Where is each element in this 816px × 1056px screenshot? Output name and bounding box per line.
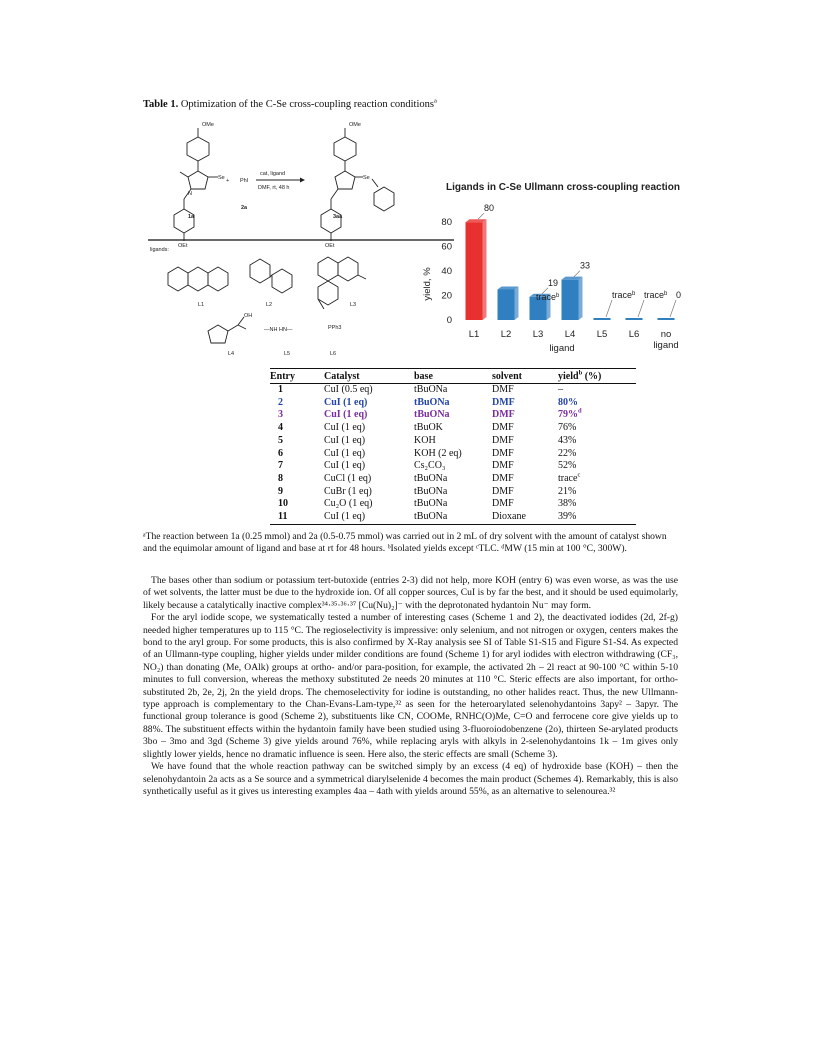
table-cell: DMF xyxy=(492,396,515,408)
table-cell: 52% xyxy=(558,460,577,472)
table-row xyxy=(270,448,636,461)
table-cell: Dioxane xyxy=(492,511,558,524)
svg-text:—NH HN—: —NH HN— xyxy=(264,327,293,333)
table-cell: 8 xyxy=(278,472,283,484)
table-cell: Cu₂O (1 eq) xyxy=(324,498,373,510)
x-tick-label: L5 xyxy=(596,329,608,340)
table-cell: – xyxy=(558,384,563,395)
header-entry: Entry xyxy=(270,369,324,384)
x-tick-label: L4 xyxy=(564,329,576,340)
table-cell: 5 xyxy=(278,434,283,446)
table-cell: tBuONa xyxy=(414,472,448,484)
table-row xyxy=(270,473,636,486)
table-cell: CuI (1 eq) xyxy=(324,460,366,472)
table-cell: tBuONa xyxy=(414,498,448,510)
svg-text:L6: L6 xyxy=(330,351,337,357)
svg-text:ligands:: ligands: xyxy=(150,247,169,253)
svg-text:OEt: OEt xyxy=(325,243,335,249)
y-tick-label: 80 xyxy=(441,217,452,229)
ligand-l2-structure xyxy=(250,259,292,293)
data-label-sup: b xyxy=(632,291,636,297)
table-cell: 10 xyxy=(278,498,288,510)
bar-side xyxy=(483,219,487,320)
svg-text:3aa: 3aa xyxy=(333,214,343,220)
body-text xyxy=(143,575,678,798)
bar xyxy=(658,318,675,320)
svg-text:2a: 2a xyxy=(241,205,248,211)
table-cell: DMF xyxy=(492,409,515,421)
svg-text:PPh3: PPh3 xyxy=(328,325,342,331)
table-cell: 22% xyxy=(558,447,577,459)
table-cell: 39% xyxy=(558,511,636,524)
y-tick-label: 0 xyxy=(446,315,452,326)
table-cell: 2 xyxy=(278,396,283,408)
data-label-leader xyxy=(478,213,484,219)
data-label: 33 xyxy=(580,260,591,271)
table-cell: tBuONa xyxy=(414,485,448,497)
chart-title: Ligands in C-Se Ullmann cross-coupling reaction xyxy=(446,182,680,193)
header-yield: yield$^b$ (%) xyxy=(558,369,636,384)
svg-text:L5: L5 xyxy=(284,351,291,357)
table-title: Table 1. Optimization of the C-Se cross-coupling reaction conditions$^a$ xyxy=(143,97,437,110)
data-label-sup: b xyxy=(556,293,560,299)
x-tick-label: no xyxy=(660,329,672,340)
table-cell: DMF xyxy=(492,447,514,459)
table-cell: tBuONa xyxy=(414,396,450,408)
table-cell: CuI (1 eq) xyxy=(324,409,368,421)
svg-text:Se: Se xyxy=(363,175,370,181)
data-label: 0 xyxy=(676,290,682,300)
bar-side xyxy=(579,277,583,320)
footnote-marker: d xyxy=(578,408,582,416)
svg-text:PhI: PhI xyxy=(240,178,249,184)
data-label-leader xyxy=(670,300,676,317)
table-cell: DMF xyxy=(492,460,514,472)
table-row xyxy=(270,511,636,524)
data-label-extra: trace$^b$ xyxy=(536,292,560,302)
table-row xyxy=(270,422,636,435)
data-label-leader xyxy=(638,300,644,317)
table-cell: 1 xyxy=(278,384,283,395)
data-label: 80 xyxy=(484,203,495,214)
bar xyxy=(498,289,515,320)
table-row xyxy=(270,498,636,511)
table-cell: DMF xyxy=(492,384,514,395)
svg-text:OMe: OMe xyxy=(202,122,214,128)
header-base: base xyxy=(414,369,492,384)
svg-text:+: + xyxy=(226,178,230,184)
bar-side xyxy=(515,286,519,320)
table-cell: KOH (2 eq) xyxy=(414,447,462,459)
table-cell: tBuONa xyxy=(414,384,448,395)
table-row xyxy=(270,409,636,422)
y-tick-label: 60 xyxy=(441,241,452,253)
table-cell: DMF xyxy=(492,422,514,434)
y-tick-label: 40 xyxy=(441,266,452,278)
table-cell: 11 xyxy=(270,511,324,524)
bar xyxy=(594,318,611,320)
data-label: 19 xyxy=(548,277,559,288)
table-cell: Cs₂CO₃ xyxy=(414,460,446,472)
table-cell: CuI (1 eq) xyxy=(324,447,366,459)
x-tick-label: L2 xyxy=(500,329,512,340)
svg-text:L3: L3 xyxy=(350,302,357,308)
svg-text:OH: OH xyxy=(244,313,253,319)
table-cell: 7 xyxy=(278,460,283,472)
svg-text:OMe: OMe xyxy=(349,122,361,128)
table-cell: 9 xyxy=(278,485,283,497)
table-cell: CuI (1 eq) xyxy=(324,396,368,408)
table-cell: KOH xyxy=(414,434,436,446)
svg-text:1a: 1a xyxy=(188,214,195,220)
data-label: trace$^b$ xyxy=(612,290,636,300)
paragraph: For the aryl iodide scope, we systematically tested a number of interesting cases (Scheme 1 and 2), the deactivated iodides (2d, 2f-g) needed higher temperatures up to 115 °C. The regioselectivity is impressive: only selenium, and not nitrogen or oxygen, centers makes the bond to the aryl group. For some products, this is also confirmed by X-Ray analysis see SI of Table S1-S15 and Figure S1-S4. As expected of an Ullmann-type coupling, higher yields under milder conditions are found (Scheme 1) for aryl iodides with electron withdrawing (CF₃, NO₂) than donating (Me, OAlk) groups at ortho- and/or para-position, for example, the activated 2h – 2l react at 90-100 °C within 5-10 minutes to full conversion, whereas the methoxy substituted 2e needs 20 minutes at 110 °C. Steric effects are also important, for ortho-substituted 2b, 2e, 2j, 2n the yield drops. The chemoselectivity for iodine is outstanding, no other halides react. Thus, the new Ullmann-type approach is complementary to the Chan-Evans-Lam-type,³² as seen for the heteroarylated selenohydantoins 3apy² – 3apyr. The functional group tolerance is good (Scheme 2), substituents like CN, COOMe, RNHC(O)Me, C=O and ferrocene core give yields up to 88%. The substituent effects within the hydantoin family have been studied using 3-fluoroiodobenzene (2o), thirteen Se-arylated products 3bo – 3mo and 3gd (Scheme 3) give yields around 76%, while replacing aryls with alkyls in 2-selenohydantoins 1k – 1m gives only slightly lower yields, hence no dramatic influence is seen. Here also, the steric effects are small (Scheme 3). xyxy=(143,612,678,760)
table-row xyxy=(270,460,636,473)
table-cell: CuI (1 eq) xyxy=(324,434,366,446)
compound-1a-structure xyxy=(174,122,225,249)
table-cell: 6 xyxy=(278,447,283,459)
table-cell: 43% xyxy=(558,434,577,446)
bar xyxy=(562,280,579,320)
table-cell: trace$^c$ xyxy=(558,471,581,484)
bar xyxy=(466,222,483,320)
svg-text:L4: L4 xyxy=(228,351,235,357)
data-label: trace$^b$ xyxy=(644,290,668,300)
y-axis-label: yield, % xyxy=(422,267,433,301)
ligand-yield-chart xyxy=(418,176,688,360)
data-label-leader xyxy=(606,300,612,317)
svg-text:DMF, rt, 48 h: DMF, rt, 48 h xyxy=(258,185,290,191)
paragraph: We have found that the whole reaction pathway can be switched simply by an excess (4 eq) of hydroxide base (KOH) – then the selenohydantoin 2a acts as a Se source and a symmetrical diarylselenide 4 becomes the main product (Schemes 4). Remarkably, this is also synthetically useful as it gives us interesting examples 4aa – 4ath with yields around 55%, as an alternative to selenourea.³² xyxy=(143,761,678,797)
footnote-marker: c xyxy=(577,471,581,479)
table-cell: 4 xyxy=(278,422,283,434)
compound-3aa-structure xyxy=(321,122,394,249)
svg-text:N: N xyxy=(188,191,192,197)
svg-text:L1: L1 xyxy=(198,302,205,308)
table-header-row xyxy=(270,369,636,384)
table-cell: tBuONa xyxy=(414,409,450,421)
table-cell: 76% xyxy=(558,422,577,434)
table-cell: DMF xyxy=(492,498,514,510)
table-footnote: ᵃThe reaction between 1a (0.25 mmol) and 2a (0.5-0.75 mmol) was carried out in 2 mL of dry solvent with the amount of catalyst shown and the equimolar amount of ligand and base at rt for 48 hours. ᵇIsolated yields except ᶜTLC. ᵈMW (15 min at 100 °C, 300W). xyxy=(143,531,667,555)
table-cell: tBuOK xyxy=(414,422,443,434)
table-cell: CuBr (1 eq) xyxy=(324,485,372,497)
table-cell: 3 xyxy=(278,409,283,421)
table-cell: CuCl (1 eq) xyxy=(324,472,372,484)
data-label-sup: b xyxy=(664,291,668,297)
paragraph: The bases other than sodium or potassium tert-butoxide (entries 2-3) did not help, more KOH (entry 6) was even worse, as was the use of wet solvents, the latter must be due to the hydroxide ion. Of all copper sources, CuI is by far the best, and it should be used equimolarly, likely because a catalytically inactive complex³⁴·³⁵·³⁶·³⁷ [Cu(Nu)₂]⁻ with the deprotonated hydantoin Nu⁻ may form. xyxy=(143,575,678,611)
x-tick-label: ligand xyxy=(653,340,679,351)
y-tick-label: 20 xyxy=(441,290,452,302)
svg-text:Se: Se xyxy=(218,175,225,181)
table-cell: 79%$^d$ xyxy=(558,408,582,421)
ligand-l4-structure xyxy=(208,313,252,343)
x-tick-label: L3 xyxy=(532,329,544,340)
x-tick-label: L6 xyxy=(628,329,640,340)
data-label-leader xyxy=(574,271,580,277)
table-cell: CuI (0.5 eq) xyxy=(324,384,373,395)
header-catalyst: Catalyst xyxy=(324,369,414,384)
table-cell: CuI (1 eq) xyxy=(324,422,366,434)
table-row xyxy=(270,486,636,499)
svg-text:OEt: OEt xyxy=(178,243,188,249)
x-axis-label: ligand xyxy=(549,343,575,354)
results-table xyxy=(270,368,636,525)
table-cell: DMF xyxy=(492,485,514,497)
table-row xyxy=(270,384,636,397)
x-tick-label: L1 xyxy=(468,329,480,340)
table-cell: DMF xyxy=(492,472,514,484)
svg-text:cat, ligand: cat, ligand xyxy=(260,171,286,177)
table-cell: 80% xyxy=(558,396,578,408)
table-cell: tBuONa xyxy=(414,511,492,524)
table-cell: CuI (1 eq) xyxy=(324,511,414,524)
table-cell: 21% xyxy=(558,485,577,497)
header-solvent: solvent xyxy=(492,369,558,384)
table-row xyxy=(270,435,636,448)
table-cell: 38% xyxy=(558,498,577,510)
bar xyxy=(626,318,643,320)
ligand-l1-structure xyxy=(168,267,228,291)
table-cell: DMF xyxy=(492,434,514,446)
ligand-l3-structure xyxy=(318,257,366,309)
svg-text:L2: L2 xyxy=(266,302,273,308)
